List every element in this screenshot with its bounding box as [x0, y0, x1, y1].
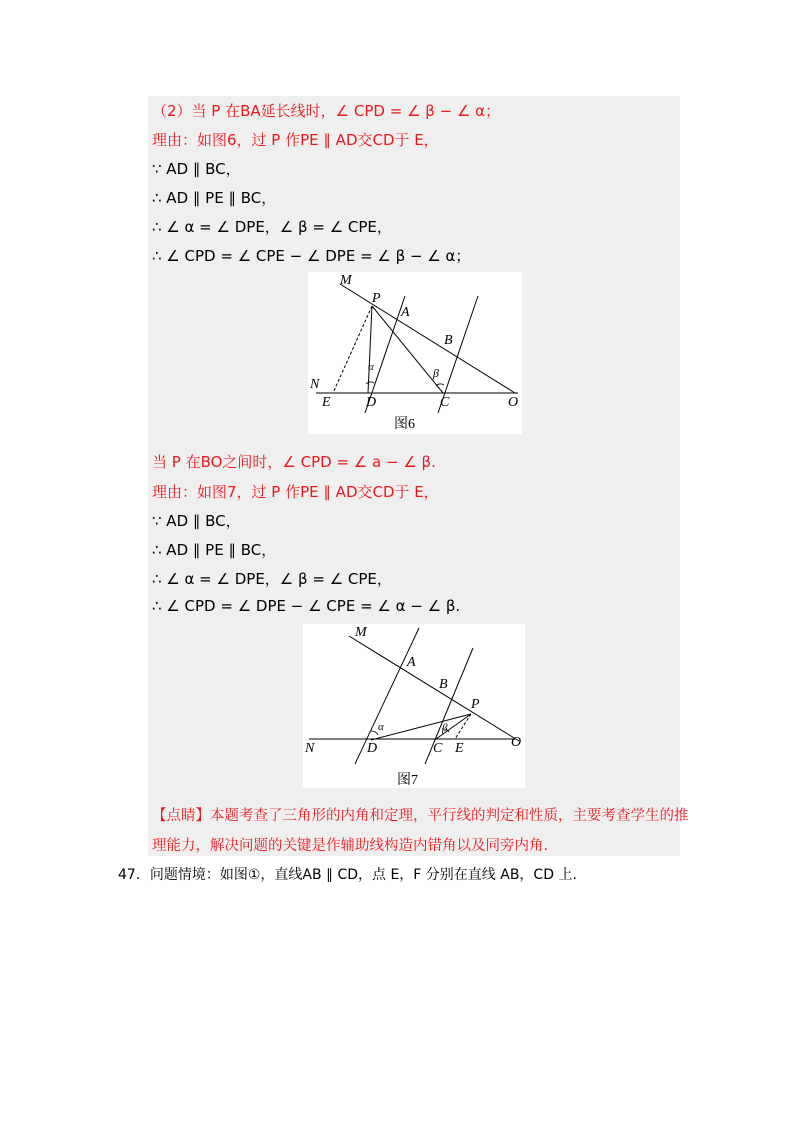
fig6-label-E: E [322, 395, 331, 410]
case2-line4: ∴ AD ∥ PE ∥ BC， [152, 189, 277, 207]
case2-line2: 理由：如图6，过 P 作PE ∥ AD交CD于 E， [152, 131, 439, 149]
question-47: 47．问题情境：如图①，直线AB ∥ CD，点 E，F 分别在直线 AB，CD 上. [118, 867, 577, 883]
comment-line2: 理能力，解决问题的关键是作辅助线构造内错角以及同旁内角. [152, 838, 549, 854]
fig7-label-M: M [355, 625, 367, 640]
fig7-label-alpha: α [378, 721, 384, 733]
fig6-label-N: N [310, 377, 320, 392]
case2-line5: ∴ ∠ α = ∠ DPE，∠ β = ∠ CPE， [152, 218, 392, 236]
fig6-label-D: D [366, 395, 377, 410]
case2-line3: ∵ AD ∥ BC， [152, 160, 241, 178]
comment-line1: 【点睛】本题考查了三角形的内角和定理，平行线的判定和性质，主要考查学生的推 [152, 808, 689, 824]
case3-line1: 当 P 在BO之间时，∠ CPD = ∠ a − ∠ β. [152, 453, 436, 471]
fig6-label-beta: β [433, 366, 439, 380]
case3-line4: ∴ AD ∥ PE ∥ BC， [152, 541, 277, 559]
fig7-label-A: A [407, 655, 416, 670]
fig7-label-E: E [455, 741, 464, 756]
fig7-caption: 图7 [397, 773, 418, 788]
fig6-label-P: P [372, 291, 381, 306]
case3-line5: ∴ ∠ α = ∠ DPE，∠ β = ∠ CPE， [152, 570, 392, 588]
fig7-label-D: D [367, 741, 378, 756]
fig7-label-P: P [471, 697, 480, 712]
case3-line3: ∵ AD ∥ BC， [152, 512, 241, 530]
figure-7 [303, 624, 525, 788]
case3-line2: 理由：如图7，过 P 作PE ∥ AD交CD于 E， [152, 483, 439, 501]
fig6-label-M: M [340, 273, 352, 288]
fig7-label-N: N [305, 741, 315, 756]
fig7-label-C: C [433, 741, 443, 756]
fig6-label-alpha: α [368, 361, 374, 373]
fig7-label-O: O [511, 735, 522, 750]
fig6-label-C: C [440, 395, 450, 410]
fig6-label-A: A [401, 305, 410, 320]
fig7-label-B: B [439, 677, 448, 692]
case3-line6: ∴ ∠ CPD = ∠ DPE − ∠ CPE = ∠ α − ∠ β. [152, 597, 461, 615]
fig7-label-beta: β [442, 722, 448, 734]
case2-line6: ∴ ∠ CPD = ∠ CPE − ∠ DPE = ∠ β − ∠ α； [152, 247, 471, 265]
case2-line1: （2）当 P 在BA延长线时，∠ CPD = ∠ β − ∠ α； [152, 102, 501, 120]
fig6-label-O: O [508, 395, 519, 410]
fig6-caption: 图6 [394, 417, 415, 432]
fig6-label-B: B [444, 333, 453, 348]
figure-6 [308, 272, 522, 434]
